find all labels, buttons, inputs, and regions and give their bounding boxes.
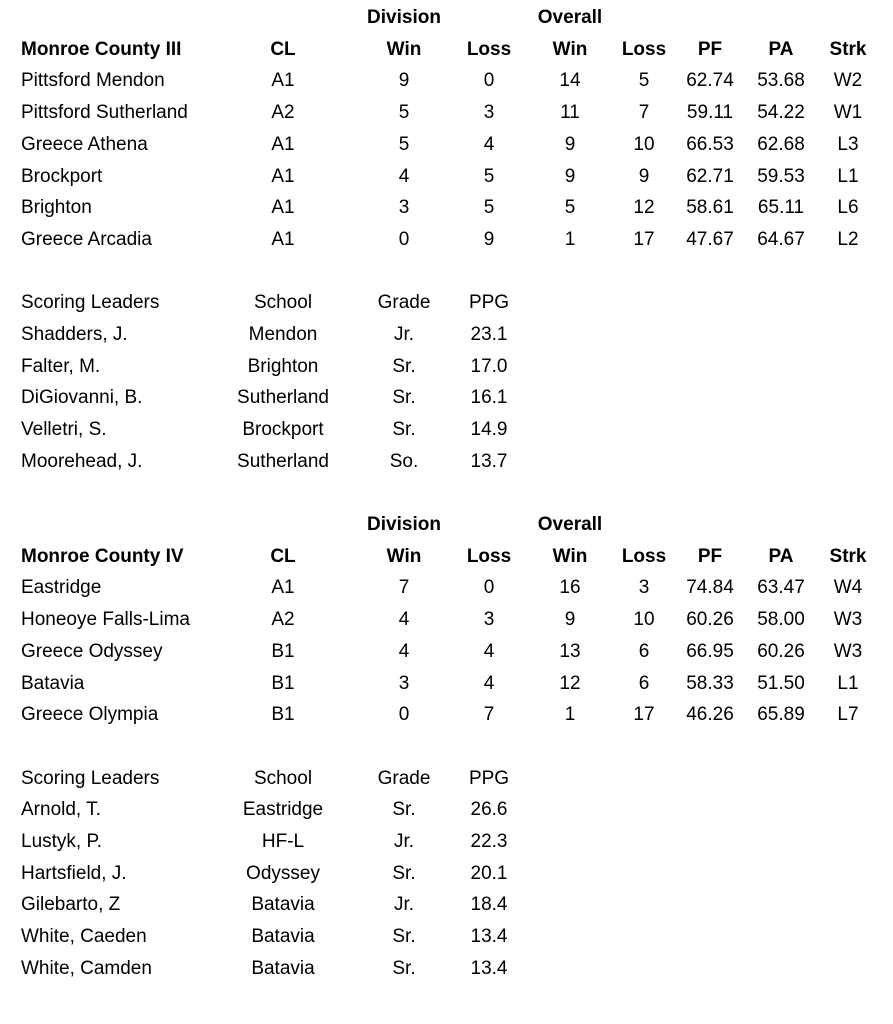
standings-cell: 9 [638,165,650,187]
standings-row [0,161,893,193]
standings-cell: 5 [398,133,410,155]
column-header: Loss [466,38,512,60]
leader-cell: Mendon [248,324,318,345]
standings-row [0,636,893,668]
standings-cell: 64.67 [757,228,805,250]
leader-cell: 22.3 [470,831,508,852]
standings-cell: A2 [271,609,295,631]
division-group-header: Division [367,7,441,28]
standings-cell: 9 [483,228,495,250]
leader-cell: Sr. [392,387,416,409]
standings-cell: W4 [833,577,863,599]
leader-cell: Brighton [247,355,319,377]
standings-cell: 17 [633,704,655,726]
column-header: PF [697,38,723,60]
player-name: Shadders, J. [21,324,128,345]
standings-row [0,97,893,129]
standings-cell: W2 [833,70,863,92]
player-name: Moorehead, J. [21,450,143,472]
player-name: White, Camden [21,957,152,979]
column-header: Loss [466,545,512,567]
standings-cell: 9 [398,70,410,92]
leaders-column-header: PPG [468,767,510,789]
leader-cell: Sr. [392,355,416,377]
standings-cell: W1 [833,102,863,124]
standings-row [0,604,893,636]
standings-cell: A2 [271,102,295,124]
standings-cell: 66.53 [686,133,734,155]
standings-cell: L7 [837,704,859,726]
leaders-column-header: School [253,767,313,789]
player-name: Falter, M. [21,355,101,377]
column-header: Win [552,545,588,567]
overall-group-header: Overall [537,7,603,28]
standings-cell: B1 [271,672,295,694]
standings-cell: 4 [483,672,495,694]
standings-cell: 5 [638,70,650,92]
leader-cell: So. [389,450,419,472]
standings-row [0,129,893,161]
leader-cell: Sr. [392,926,416,948]
team-name: Greece Arcadia [21,228,152,250]
standings-cell: L6 [837,197,859,219]
standings-cell: 7 [483,704,495,726]
standings-cell: B1 [271,640,295,662]
standings-cell: 46.26 [686,704,734,726]
standings-cell: 12 [559,672,581,694]
leader-cell: 17.0 [470,355,508,377]
column-header: Win [386,545,422,567]
standings-cell: 65.89 [757,704,805,726]
standings-cell: 16 [559,577,581,599]
column-header: PA [768,545,794,567]
standings-cell: 3 [398,197,410,219]
standings-cell: A1 [271,133,295,155]
standings-cell: 74.84 [686,577,734,599]
standings-cell: 63.47 [757,577,805,599]
team-name: Batavia [21,672,85,694]
leader-row [0,446,893,478]
column-header: Loss [621,545,667,567]
group-header-row [0,2,893,34]
standings-cell: 62.74 [686,70,734,92]
standings-row [0,572,893,604]
standings-cell: 10 [633,133,655,155]
player-name: Hartsfield, J. [21,862,127,884]
standings-cell: 4 [483,133,495,155]
standings-cell: A1 [271,165,295,187]
leader-row [0,351,893,383]
standings-cell: 4 [398,609,410,631]
leader-cell: Jr. [393,894,415,916]
leader-row [0,794,893,826]
standings-cell: 60.26 [686,609,734,631]
standings-cell: 14 [559,70,581,92]
column-header: Strk [829,38,867,60]
team-name: Greece Odyssey [21,640,163,662]
leader-cell: 14.9 [470,419,508,441]
team-name: Pittsford Sutherland [21,102,188,124]
leader-cell: Sr. [392,799,416,821]
leader-cell: Eastridge [242,799,324,821]
standings-header-row [0,34,893,66]
standings-cell: 13 [559,640,581,662]
standings-cell: 4 [398,640,410,662]
leader-row [0,382,893,414]
division-title: Monroe County III [21,38,182,60]
standings-cell: 6 [638,672,650,694]
leader-cell: 16.1 [470,387,508,409]
leader-cell: Batavia [251,894,315,916]
standings-cell: A1 [271,70,295,92]
leader-row [0,921,893,953]
standings-cell: 51.50 [757,672,805,694]
team-name: Pittsford Mendon [21,70,165,92]
standings-cell: 62.71 [686,165,734,187]
standings-cell: 3 [483,102,495,124]
standings-row [0,699,893,731]
standings-header-row [0,541,893,573]
standings-cell: 9 [564,609,576,631]
standings-cell: 4 [483,640,495,662]
leader-cell: Sr. [392,957,416,979]
standings-cell: 3 [483,609,495,631]
standings-row [0,65,893,97]
standings-cell: 59.11 [686,102,734,124]
standings-cell: 58.61 [686,197,734,219]
leader-cell: 23.1 [470,324,508,345]
standings-cell: 3 [638,577,650,599]
leader-cell: HF-L [261,831,305,852]
team-name: Greece Olympia [21,704,159,726]
standings-cell: 0 [398,228,410,250]
player-name: White, Caeden [21,926,147,948]
leader-cell: Batavia [251,926,315,948]
leaders-column-header: Scoring Leaders [21,292,160,314]
player-name: DiGiovanni, B. [21,387,143,409]
standings-cell: 60.26 [757,640,805,662]
standings-cell: 9 [564,133,576,155]
leaders-column-header: Grade [377,292,431,314]
standings-cell: 62.68 [757,133,805,155]
standings-cell: 5 [398,102,410,124]
standings-cell: 0 [483,577,495,599]
column-header: Win [552,38,588,60]
standings-cell: 1 [564,704,576,726]
leader-cell: 13.4 [470,926,508,948]
standings-cell: 17 [633,228,655,250]
team-name: Brighton [21,197,92,219]
standings-cell: 5 [564,197,576,219]
leader-row [0,319,893,351]
player-name: Arnold, T. [21,799,101,821]
standings-cell: W3 [833,609,863,631]
standings-cell: W3 [833,640,863,662]
column-header: PF [697,545,723,567]
team-name: Honeoye Falls-Lima [21,609,190,631]
leaders-column-header: PPG [468,292,510,314]
overall-group-header: Overall [537,514,603,535]
leader-cell: Odyssey [246,862,320,884]
leader-cell: 13.4 [470,957,508,979]
team-name: Greece Athena [21,133,148,155]
column-header: Strk [829,545,867,567]
leader-cell: Batavia [251,957,315,979]
standings-cell: L2 [837,228,859,250]
leader-cell: 20.1 [470,862,508,884]
standings-cell: L3 [837,133,859,155]
standings-cell: 54.22 [757,102,805,124]
leader-cell: Jr. [393,831,415,852]
column-header: CL [270,545,296,567]
group-header-row [0,509,893,541]
standings-row [0,224,893,256]
leader-cell: Sutherland [237,450,329,472]
leaders-column-header: School [253,292,313,314]
leaders-header-row [0,763,893,795]
standings-cell: 4 [398,165,410,187]
leader-cell: Sr. [392,862,416,884]
leader-row [0,826,893,858]
standings-cell: B1 [271,704,295,726]
standings-cell: 0 [483,70,495,92]
standings-cell: 7 [398,577,410,599]
standings-cell: 53.68 [757,70,805,92]
leaders-header-row [0,287,893,319]
column-header: CL [270,38,296,60]
leader-cell: 13.7 [470,450,508,472]
leaders-column-header: Grade [377,767,431,789]
standings-cell: 66.95 [686,640,734,662]
standings-cell: 7 [638,102,650,124]
column-header: Win [386,38,422,60]
leader-cell: 18.4 [470,894,508,916]
standings-row [0,192,893,224]
standings-cell: 59.53 [757,165,805,187]
player-name: Gilebarto, Z [21,894,121,916]
standings-cell: A1 [271,228,295,250]
leader-row [0,953,893,985]
standings-cell: 12 [633,197,655,219]
division-title: Monroe County IV [21,545,184,567]
standings-cell: 6 [638,640,650,662]
standings-cell: 10 [633,609,655,631]
leaders-column-header: Scoring Leaders [21,767,160,789]
standings-cell: 9 [564,165,576,187]
leader-row [0,858,893,890]
leader-cell: Brockport [242,419,324,441]
leader-cell: Jr. [393,324,415,345]
standings-cell: L1 [837,165,859,187]
leader-cell: 26.6 [470,799,508,821]
division-group-header: Division [367,514,441,535]
leader-row [0,414,893,446]
column-header: PA [768,38,794,60]
standings-row [0,668,893,700]
standings-cell: 58.33 [686,672,734,694]
standings-cell: 5 [483,165,495,187]
standings-cell: 0 [398,704,410,726]
standings-cell: L1 [837,672,859,694]
standings-cell: 3 [398,672,410,694]
standings-cell: 11 [560,102,580,124]
team-name: Brockport [21,165,103,187]
column-header: Loss [621,38,667,60]
standings-cell: 1 [564,228,576,250]
player-name: Lustyk, P. [21,831,102,852]
standings-cell: 65.11 [757,197,805,219]
standings-cell: 47.67 [686,228,734,250]
standings-cell: A1 [271,197,295,219]
leader-cell: Sr. [392,419,416,441]
standings-cell: 58.00 [757,609,805,631]
leader-row [0,889,893,921]
standings-cell: A1 [271,577,295,599]
standings-cell: 5 [483,197,495,219]
team-name: Eastridge [21,577,102,599]
player-name: Velletri, S. [21,419,107,441]
leader-cell: Sutherland [237,387,329,409]
